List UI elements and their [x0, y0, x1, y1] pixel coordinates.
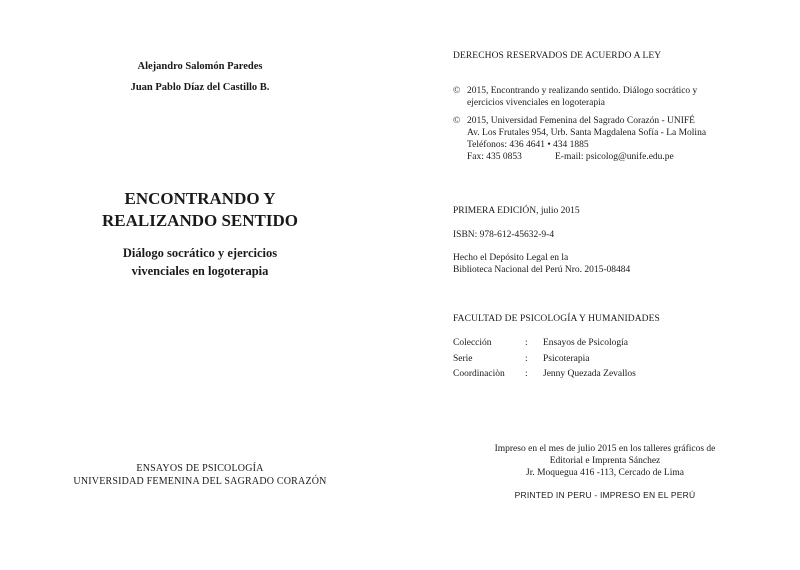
meta-row [453, 353, 636, 369]
series-line: UNIVERSIDAD FEMENINA DEL SAGRADO CORAZÓN [73, 476, 327, 487]
legal-line: Biblioteca Nacional del Perú Nro. 2015-08484 [453, 265, 631, 275]
contact-line [467, 151, 757, 163]
meta-key: Coordinaciòn [453, 369, 505, 379]
copyright-publisher [453, 115, 757, 163]
copyright-line: ejercicios vivenciales en logoterapia [467, 98, 605, 108]
meta-value: Jenny Quezada Zevallos [543, 369, 636, 379]
subtitle-line: Diálogo socrático y ejercicios [122, 246, 278, 260]
copyright-symbol: © [453, 86, 461, 96]
meta-sep: : [525, 338, 528, 348]
legal-line: Hecho el Depósito Legal en la [453, 253, 569, 263]
book-title [0, 188, 400, 232]
email-address: E-mail: psicolog@unife.edu.pe [555, 152, 674, 162]
series-info [0, 462, 400, 488]
printed-in: PRINTED IN PERU - IMPRESO EN EL PERÚ [514, 490, 696, 500]
meta-value: Psicoterapia [543, 353, 590, 364]
title-line: REALIZANDO SENTIDO [101, 211, 298, 230]
copyright-book [453, 85, 757, 109]
fax-number: Fax: 435 0853 [467, 152, 522, 162]
collection-info [453, 337, 636, 384]
copyright-line: 2015, Universidad Femenina del Sagrado Corazón - UNIFÉ [467, 116, 695, 126]
meta-key: Colección [453, 338, 492, 348]
copyright-symbol: © [453, 116, 461, 126]
isbn: ISBN: 978-612-45632-9-4 [453, 230, 555, 240]
title-line: ENCONTRANDO Y [124, 189, 276, 208]
print-line: Editorial e Imprenta Sánchez [549, 456, 661, 466]
subtitle-line: vivenciales en logoterapia [131, 264, 269, 278]
meta-sep: : [525, 353, 528, 364]
print-line: Jr. Moquegua 416 -113, Cercado de Lima [526, 468, 684, 478]
edition: PRIMERA EDICIÓN, julio 2015 [453, 206, 580, 216]
series-line: ENSAYOS DE PSICOLOGÍA [136, 463, 264, 474]
authors [0, 56, 400, 98]
author-name: Alejandro Salomón Paredes [137, 61, 263, 72]
meta-row [453, 337, 636, 353]
print-line: Impreso en el mes de julio 2015 en los talleres gráficos de [494, 444, 716, 454]
rights-reserved: DERECHOS RESERVADOS DE ACUERDO A LEY [453, 51, 662, 61]
meta-row [453, 368, 636, 384]
meta-sep: : [525, 369, 528, 379]
meta-key: Serie [453, 353, 473, 364]
legal-deposit [453, 252, 773, 276]
printing-info [460, 443, 750, 479]
meta-value: Ensayos de Psicología [543, 338, 628, 348]
copyright-line: Teléfonos: 436 4641 • 434 1885 [467, 140, 589, 150]
copyright-line: Av. Los Frutales 954, Urb. Santa Magdalena Sofía - La Molina [467, 128, 707, 138]
copyright-line: 2015, Encontrando y realizando sentido. Diálogo socrático y [467, 86, 698, 96]
author-name: Juan Pablo Díaz del Castillo B. [130, 82, 270, 93]
faculty: FACULTAD DE PSICOLOGÍA Y HUMANIDADES [453, 314, 660, 324]
book-subtitle [0, 244, 400, 280]
